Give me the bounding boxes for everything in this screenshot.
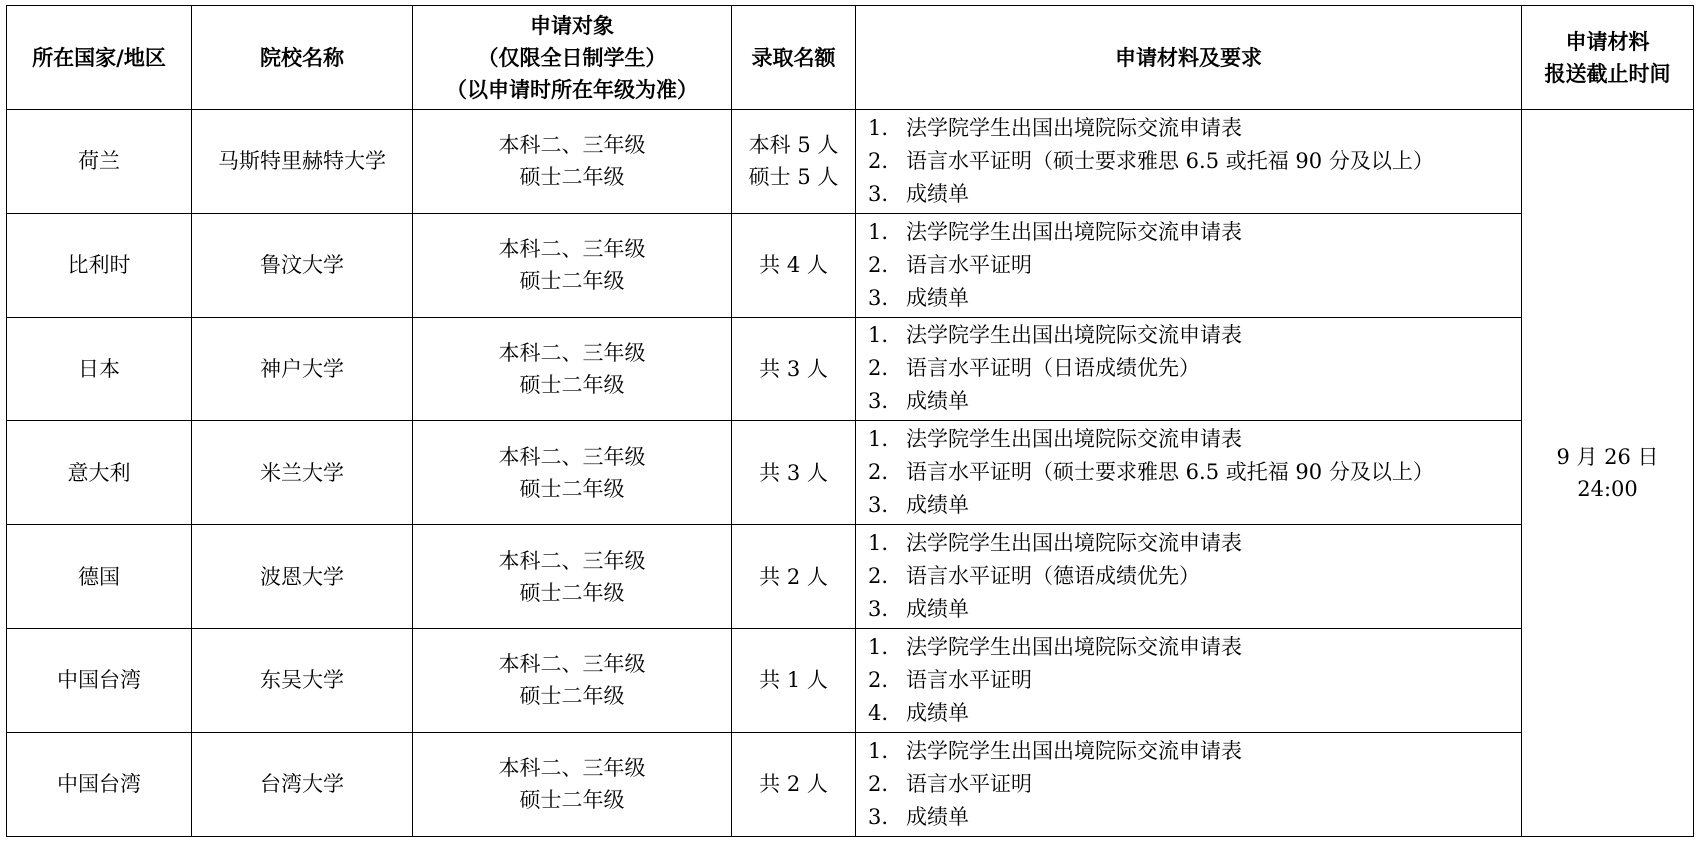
material-text: 法学院学生出国出境院际交流申请表 bbox=[906, 427, 1242, 452]
target-cell bbox=[413, 317, 732, 421]
material-text: 语言水平证明（德语成绩优先） bbox=[906, 564, 1200, 589]
school-cell: 马斯特里赫特大学 bbox=[192, 110, 413, 214]
quota-line: 共 2 人 bbox=[759, 564, 828, 589]
header-target-line: （仅限全日制学生） bbox=[477, 44, 667, 70]
materials-cell bbox=[856, 628, 1522, 732]
target-line: 硕士二年级 bbox=[519, 788, 625, 813]
quota-line: 硕士 5 人 bbox=[748, 165, 839, 190]
material-item bbox=[868, 178, 1515, 211]
target-line: 本科二、三年级 bbox=[498, 756, 646, 781]
material-number: 3. bbox=[868, 285, 889, 310]
school-cell: 台湾大学 bbox=[192, 732, 413, 836]
school-cell: 米兰大学 bbox=[192, 421, 413, 525]
target-line: 硕士二年级 bbox=[519, 372, 625, 397]
material-number: 2. bbox=[868, 667, 889, 692]
material-number: 2. bbox=[868, 460, 889, 485]
table-row bbox=[7, 732, 1694, 836]
material-text: 法学院学生出国出境院际交流申请表 bbox=[906, 115, 1242, 140]
material-number: 3. bbox=[868, 804, 889, 829]
target-cell bbox=[413, 732, 732, 836]
header-deadline bbox=[1522, 6, 1694, 110]
material-text: 成绩单 bbox=[906, 285, 969, 310]
school-cell: 神户大学 bbox=[192, 317, 413, 421]
quota-cell bbox=[732, 525, 856, 629]
material-text: 法学院学生出国出境院际交流申请表 bbox=[906, 219, 1242, 244]
material-item bbox=[868, 423, 1515, 456]
quota-cell bbox=[732, 213, 856, 317]
quota-cell bbox=[732, 628, 856, 732]
exchange-program-table bbox=[6, 5, 1694, 837]
table-row bbox=[7, 317, 1694, 421]
material-item bbox=[868, 801, 1515, 834]
material-number: 1. bbox=[868, 115, 889, 140]
material-text: 语言水平证明 bbox=[906, 771, 1032, 796]
country-cell: 中国台湾 bbox=[7, 732, 192, 836]
header-deadline-line: 报送截止时间 bbox=[1544, 60, 1671, 86]
material-number: 2. bbox=[868, 771, 889, 796]
target-line: 本科二、三年级 bbox=[498, 237, 646, 262]
target-line: 硕士二年级 bbox=[519, 165, 625, 190]
quota-cell bbox=[732, 317, 856, 421]
material-item bbox=[868, 560, 1515, 593]
table-row bbox=[7, 421, 1694, 525]
material-item bbox=[868, 664, 1515, 697]
material-text: 法学院学生出国出境院际交流申请表 bbox=[906, 323, 1242, 348]
material-item bbox=[868, 697, 1515, 730]
target-line: 硕士二年级 bbox=[519, 269, 625, 294]
material-text: 成绩单 bbox=[906, 181, 969, 206]
header-target-line: 申请对象 bbox=[530, 12, 614, 38]
header-school: 院校名称 bbox=[192, 6, 413, 110]
material-number: 3. bbox=[868, 493, 889, 518]
materials-cell bbox=[856, 213, 1522, 317]
material-item bbox=[868, 319, 1515, 352]
target-line: 硕士二年级 bbox=[519, 684, 625, 709]
target-line: 本科二、三年级 bbox=[498, 548, 646, 573]
material-text: 语言水平证明（日语成绩优先） bbox=[906, 356, 1200, 381]
material-item bbox=[868, 282, 1515, 315]
quota-line: 共 3 人 bbox=[759, 356, 828, 381]
target-line: 本科二、三年级 bbox=[498, 133, 646, 158]
materials-cell bbox=[856, 732, 1522, 836]
target-cell bbox=[413, 525, 732, 629]
materials-cell bbox=[856, 110, 1522, 214]
material-text: 法学院学生出国出境院际交流申请表 bbox=[906, 531, 1242, 556]
material-number: 1. bbox=[868, 738, 889, 763]
materials-cell bbox=[856, 525, 1522, 629]
country-cell: 日本 bbox=[7, 317, 192, 421]
country-cell: 比利时 bbox=[7, 213, 192, 317]
material-item bbox=[868, 593, 1515, 626]
target-line: 本科二、三年级 bbox=[498, 652, 646, 677]
country-cell: 意大利 bbox=[7, 421, 192, 525]
table-row bbox=[7, 110, 1694, 214]
quota-cell bbox=[732, 110, 856, 214]
header-deadline-line: 申请材料 bbox=[1565, 28, 1650, 54]
country-cell: 德国 bbox=[7, 525, 192, 629]
quota-line: 共 3 人 bbox=[759, 460, 828, 485]
deadline-line: 24:00 bbox=[1577, 476, 1638, 501]
material-number: 1. bbox=[868, 634, 889, 659]
school-cell: 鲁汶大学 bbox=[192, 213, 413, 317]
header-materials: 申请材料及要求 bbox=[856, 6, 1522, 110]
header-country: 所在国家/地区 bbox=[7, 6, 192, 110]
table-row bbox=[7, 525, 1694, 629]
material-number: 1. bbox=[868, 323, 889, 348]
quota-line: 共 2 人 bbox=[759, 772, 828, 797]
quota-line: 共 4 人 bbox=[759, 253, 828, 278]
deadline-cell bbox=[1522, 110, 1694, 837]
target-line: 本科二、三年级 bbox=[498, 340, 646, 365]
quota-line: 共 1 人 bbox=[759, 668, 828, 693]
material-number: 1. bbox=[868, 427, 889, 452]
material-number: 2. bbox=[868, 252, 889, 277]
material-text: 法学院学生出国出境院际交流申请表 bbox=[906, 738, 1242, 763]
material-item bbox=[868, 735, 1515, 768]
material-text: 成绩单 bbox=[906, 700, 969, 725]
header-row bbox=[7, 6, 1694, 110]
deadline-line: 9 月 26 日 bbox=[1556, 444, 1659, 469]
material-number: 2. bbox=[868, 356, 889, 381]
header-quota: 录取名额 bbox=[732, 6, 856, 110]
material-text: 语言水平证明 bbox=[906, 252, 1032, 277]
material-text: 成绩单 bbox=[906, 804, 969, 829]
material-item bbox=[868, 112, 1515, 145]
material-item bbox=[868, 216, 1515, 249]
material-text: 语言水平证明（硕士要求雅思 6.5 或托福 90 分及以上） bbox=[906, 460, 1434, 485]
school-cell: 东吴大学 bbox=[192, 628, 413, 732]
material-item bbox=[868, 249, 1515, 282]
header-target-line: （以申请时所在年级为准） bbox=[446, 76, 698, 102]
material-text: 成绩单 bbox=[906, 597, 969, 622]
material-text: 语言水平证明 bbox=[906, 667, 1032, 692]
material-item bbox=[868, 631, 1515, 664]
material-item bbox=[868, 352, 1515, 385]
material-item bbox=[868, 489, 1515, 522]
quota-line: 本科 5 人 bbox=[748, 133, 839, 158]
material-number: 3. bbox=[868, 389, 889, 414]
quota-cell bbox=[732, 732, 856, 836]
school-cell: 波恩大学 bbox=[192, 525, 413, 629]
materials-cell bbox=[856, 421, 1522, 525]
target-cell bbox=[413, 213, 732, 317]
target-cell bbox=[413, 628, 732, 732]
material-text: 成绩单 bbox=[906, 493, 969, 518]
material-item bbox=[868, 385, 1515, 418]
material-number: 1. bbox=[868, 531, 889, 556]
materials-cell bbox=[856, 317, 1522, 421]
material-number: 3. bbox=[868, 181, 889, 206]
table-body bbox=[7, 110, 1694, 837]
target-line: 硕士二年级 bbox=[519, 476, 625, 501]
country-cell: 中国台湾 bbox=[7, 628, 192, 732]
target-cell bbox=[413, 110, 732, 214]
target-line: 本科二、三年级 bbox=[498, 444, 646, 469]
material-item bbox=[868, 768, 1515, 801]
target-line: 硕士二年级 bbox=[519, 580, 625, 605]
table-row bbox=[7, 213, 1694, 317]
material-number: 2. bbox=[868, 148, 889, 173]
material-number: 4. bbox=[868, 700, 889, 725]
header-target bbox=[413, 6, 732, 110]
material-number: 2. bbox=[868, 564, 889, 589]
material-item bbox=[868, 145, 1515, 178]
material-text: 法学院学生出国出境院际交流申请表 bbox=[906, 634, 1242, 659]
material-item bbox=[868, 527, 1515, 560]
material-text: 成绩单 bbox=[906, 389, 969, 414]
material-number: 1. bbox=[868, 219, 889, 244]
material-text: 语言水平证明（硕士要求雅思 6.5 或托福 90 分及以上） bbox=[906, 148, 1434, 173]
target-cell bbox=[413, 421, 732, 525]
material-item bbox=[868, 456, 1515, 489]
table-row bbox=[7, 628, 1694, 732]
material-number: 3. bbox=[868, 597, 889, 622]
country-cell: 荷兰 bbox=[7, 110, 192, 214]
quota-cell bbox=[732, 421, 856, 525]
